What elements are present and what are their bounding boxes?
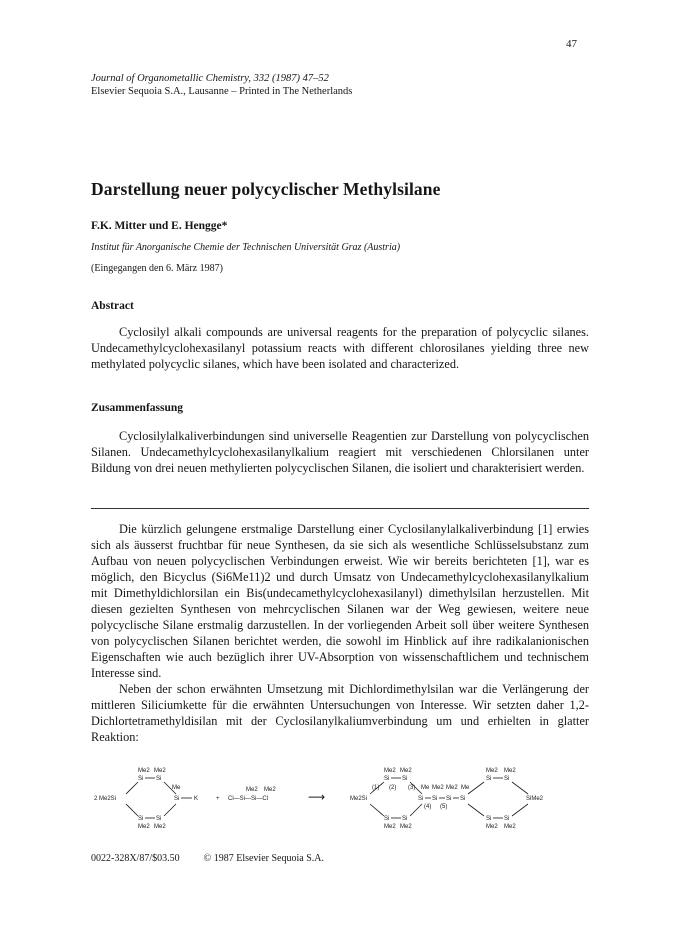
svg-text:Si: Si [402,816,408,822]
product-tricyclic-silane [350,768,544,830]
svg-text:Si: Si [432,796,438,802]
institution: Institut für Anorganische Chemie der Technischen Universität Graz (Austria) [91,242,401,253]
svg-text:Me2: Me2 [486,824,498,830]
abstract-text: Cyclosilyl alkali compounds are universal reagents for the preparation of polycyclic silanes. Undecamethylcyclohexasilanyl potassium reacts with different chlorosilanes yielding three new methylated polycyclic silanes, which have been isolated and characterized. [91,325,589,371]
svg-text:Me: Me [461,785,470,791]
svg-text:SiMe2: SiMe2 [526,796,544,802]
svg-text:Me2: Me2 [138,824,150,830]
zusammenfassung-heading: Zusammenfassung [91,402,184,414]
copyright: © 1987 Elsevier Sequoia S.A. [203,853,324,864]
section-divider [91,508,589,509]
svg-text:Cl—Si—Si—Cl: Cl—Si—Si—Cl [228,796,269,802]
footer [91,853,324,864]
svg-text:Me2: Me2 [154,768,166,774]
svg-text:Si: Si [504,816,510,822]
svg-text:K: K [194,796,199,802]
svg-text:Si: Si [138,776,144,782]
svg-text:Me: Me [172,785,181,791]
svg-text:2 Me2Si: 2 Me2Si [94,796,117,802]
svg-text:Me2: Me2 [264,787,276,793]
svg-text:Me2: Me2 [432,785,444,791]
svg-text:Me2: Me2 [246,787,258,793]
svg-text:Me: Me [421,785,430,791]
svg-text:Me2: Me2 [138,768,150,774]
svg-text:Si: Si [486,816,492,822]
svg-text:(5): (5) [440,804,448,810]
authors: F.K. Mitter und E. Hengge* [91,220,228,232]
svg-text:(1): (1) [372,785,380,791]
journal-citation: Journal of Organometallic Chemistry, 332 (1987) 47–52 [91,73,329,84]
body-paragraph-1: Die kürzlich gelungene erstmalige Darstellung einer Cyclosilanylalkaliverbindung [1] erwies sich als äusserst fruchtbar für neue Synthesen, da sie sich als wesentliche Schlüsselsubstanz zum Aufbau von neuen polycyclischen Verbindungen erweist. Wie wir bereits berichteten [1], war es möglich, den Bicyclus (Si6Me11)2 und durch Umsatz von Undecamethylcyclohexasilanylkalium mit Dimethyldichlorsilan ein Bis(undecamethylcyclohexasilanyl) dimethylsilan herzustellen. Mit diesen gezielten Synthesen von mehrcyclischen Silanen war der Weg gewiesen, weitere neue polycyclische Silane erstmalig darzustellen. In der vorliegenden Arbeit soll über weitere Synthesen von polycyclischen Silanen berichtet werden, die sowohl im Hinblick auf ihre radikalanionischen Eigenschaften wie auch bezüglich ihrer UV-Absorption von wissenschaftlichem und technischem Interesse sind. [91,522,589,680]
svg-text:Me2: Me2 [384,824,396,830]
body-text [91,521,589,745]
page-number: 47 [566,38,577,50]
svg-text:Si: Si [384,816,390,822]
svg-text:Me2Si: Me2Si [350,796,368,802]
paper-title: Darstellung neuer polycyclischer Methylsilane [91,179,441,199]
svg-text:Si: Si [504,776,510,782]
abstract-heading: Abstract [91,300,134,312]
svg-text:Me2: Me2 [446,785,458,791]
reactant-dichlorodisilane [228,787,276,802]
zusammenfassung-text: Cyclosilylalkaliverbindungen sind universelle Reagentien zur Darstellung von polycyclischen Silanen. Undecamethylcyclohexasilanylkalium reagiert mit verschiedenen Chlorsilanen unter Bildung von drei neuen methylierten polycyclischen Silanen, die isoliert und charakterisiert werden. [91,429,589,475]
received-date: (Eingegangen den 6. März 1987) [91,263,223,274]
journal-header [91,72,352,98]
svg-text:Me2: Me2 [504,768,516,774]
plus-sign: + [216,796,220,802]
svg-text:Si: Si [384,776,390,782]
svg-text:Me2: Me2 [504,824,516,830]
publisher-line: Elsevier Sequoia S.A., Lausanne – Printed in The Netherlands [91,86,353,97]
svg-text:Si: Si [418,796,424,802]
reactant-cyclosilanyl-potassium [94,768,198,830]
svg-text:(3): (3) [408,785,416,791]
svg-text:Si: Si [174,796,180,802]
svg-text:Si: Si [156,816,162,822]
svg-text:(2): (2) [389,785,397,791]
svg-text:Me2: Me2 [400,768,412,774]
svg-text:Me2: Me2 [400,824,412,830]
svg-text:Si: Si [486,776,492,782]
svg-text:Me2: Me2 [384,768,396,774]
svg-text:Si: Si [156,776,162,782]
svg-text:Me2: Me2 [154,824,166,830]
svg-text:Si: Si [402,776,408,782]
body-paragraph-2: Neben der schon erwähnten Umsetzung mit Dichlordimethylsilan war die Verlängerung der mittleren Siliciumkette für die erwähnten Untersuchungen von Interesse. Wir setzten daher 1,2-Dichlortetramethyldisilan mit der Cyclosilanylkaliumverbindung um und erhielten in glatter Reaktion: [91,682,589,744]
svg-text:Si: Si [460,796,466,802]
svg-text:Si: Si [138,816,144,822]
reaction-arrow: ⟶ [308,790,326,804]
svg-text:Si: Si [446,796,452,802]
svg-text:(4): (4) [424,804,432,810]
issn-price: 0022-328X/87/$03.50 [91,853,180,864]
reaction-scheme [88,764,592,834]
svg-text:Me2: Me2 [486,768,498,774]
